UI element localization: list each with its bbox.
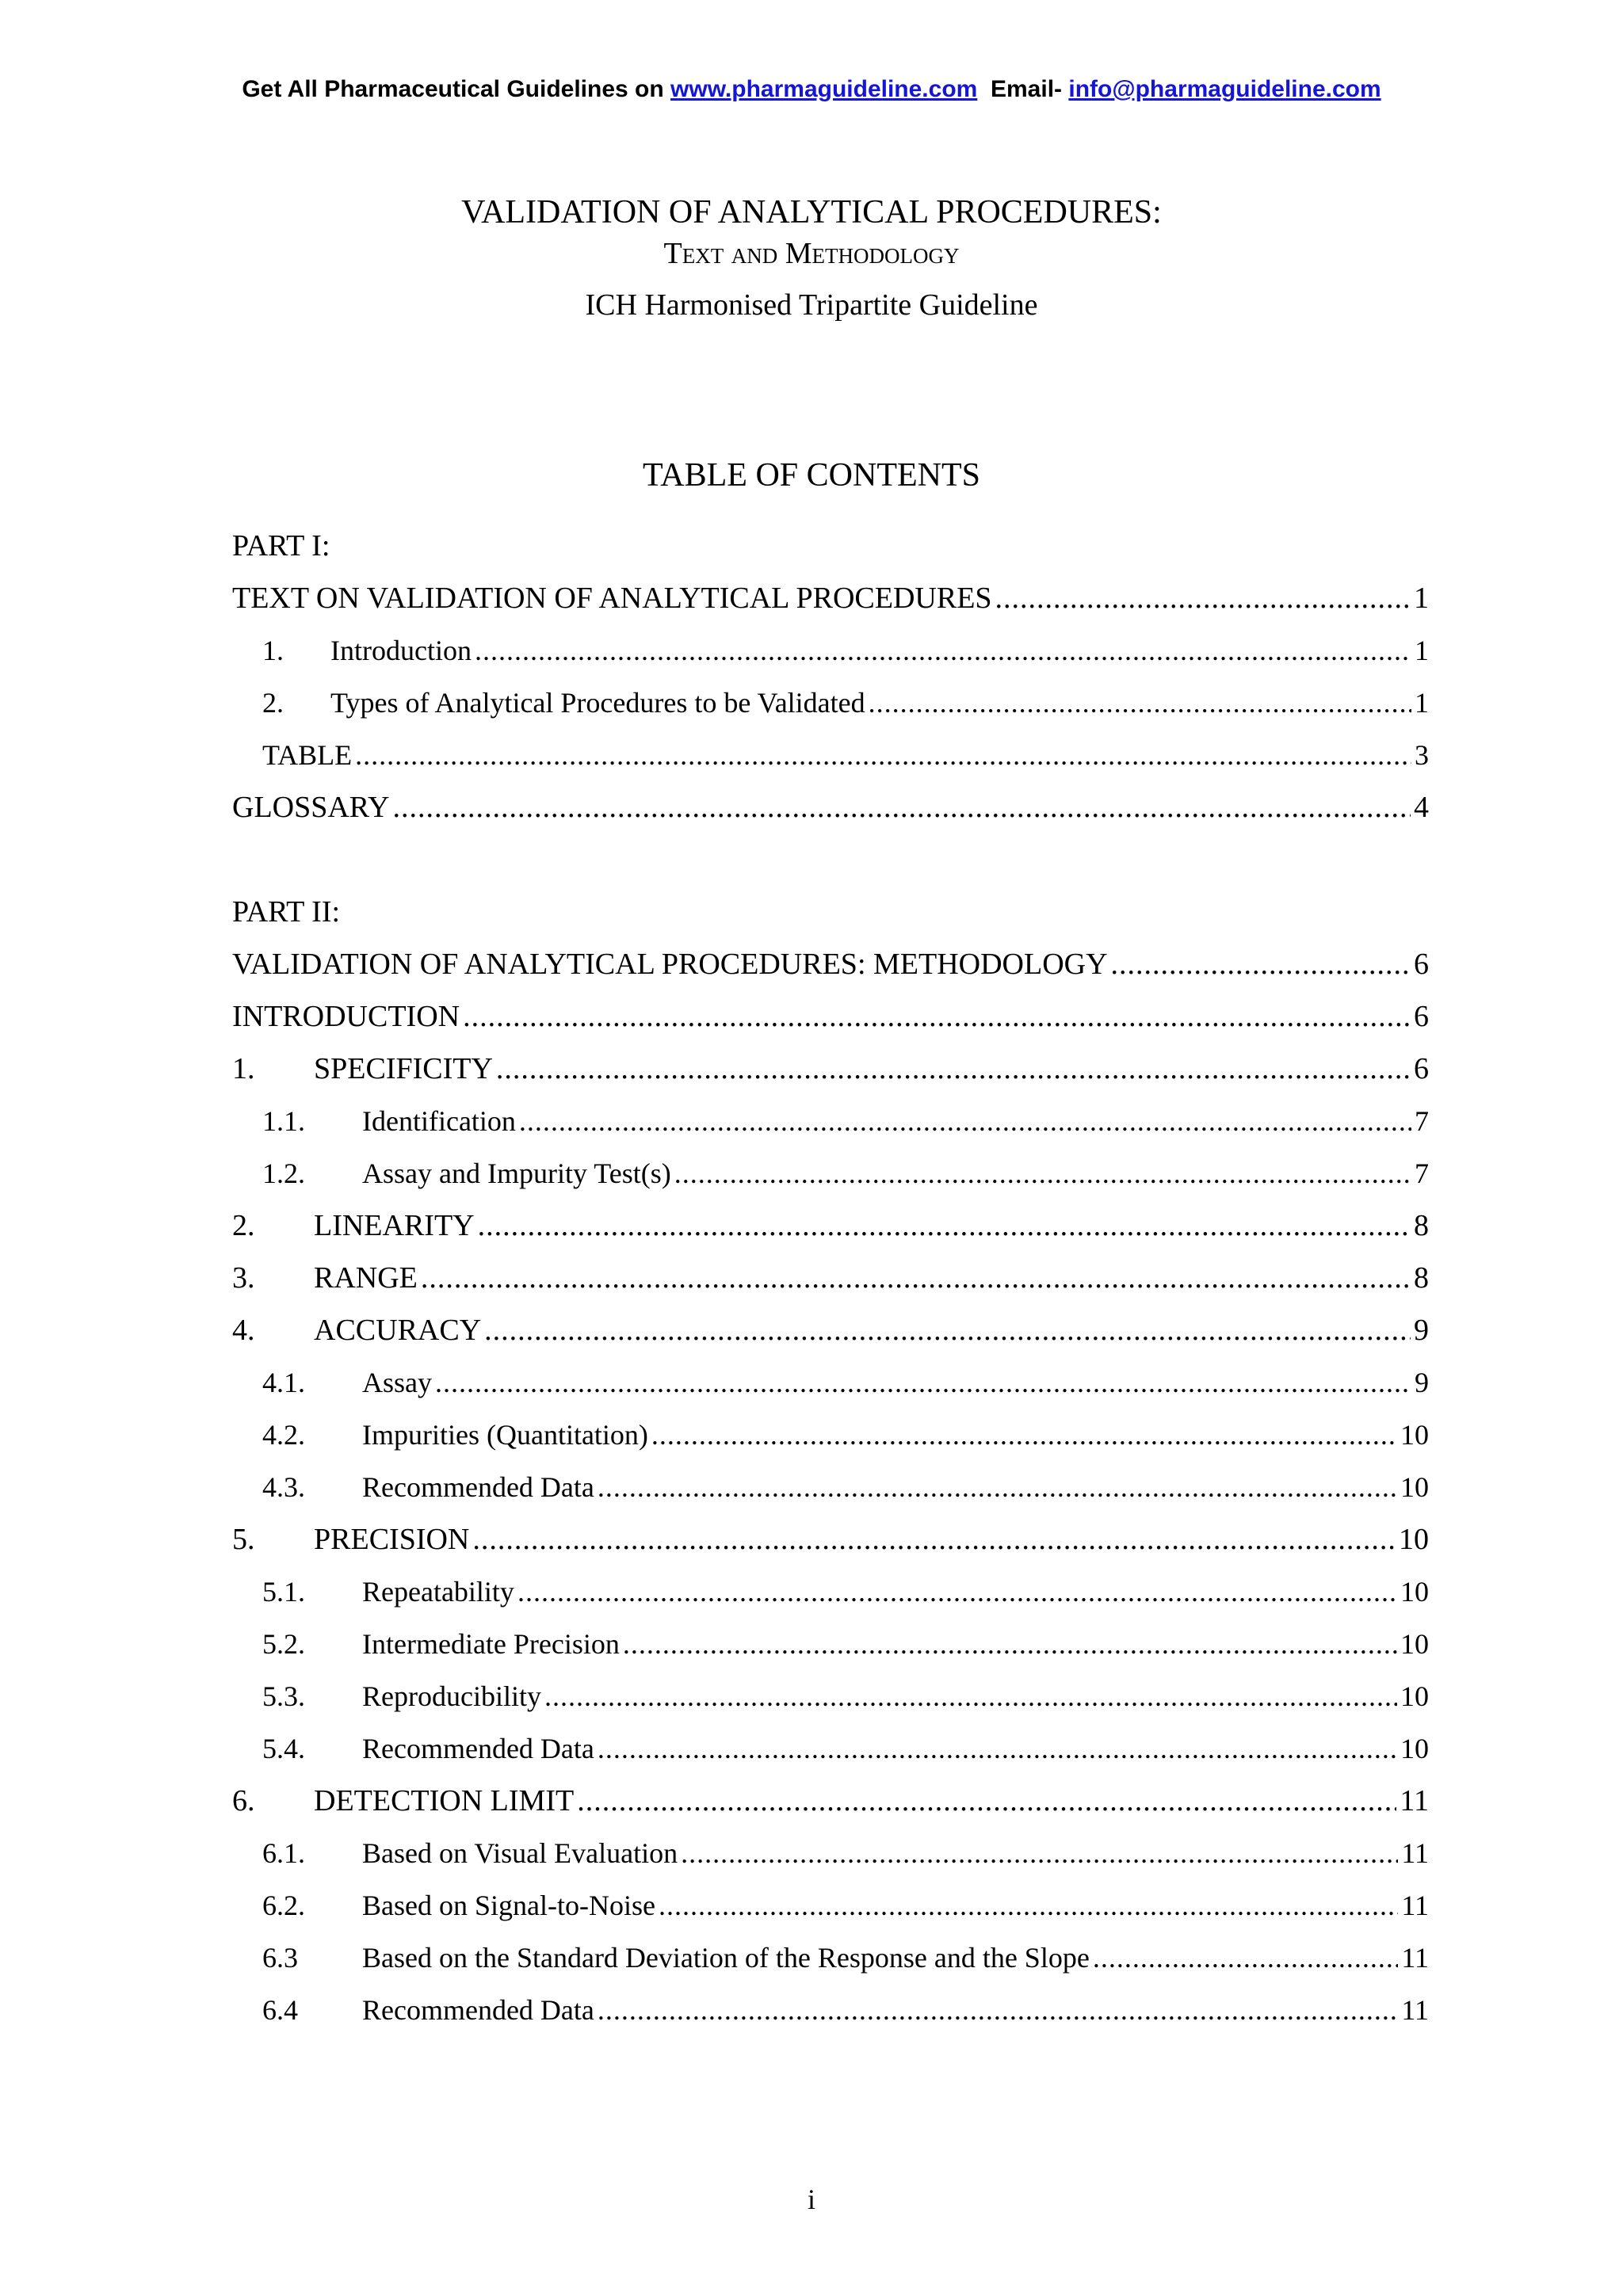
toc-entry-text: Identification xyxy=(362,1105,516,1137)
part1-label: PART I: xyxy=(232,529,330,563)
toc-entry-page: 9 xyxy=(1414,1314,1429,1347)
dot-leader xyxy=(463,997,1411,1036)
toc-entry-page: 10 xyxy=(1400,1471,1429,1503)
part2-label: PART II: xyxy=(232,895,341,929)
toc-entry-text: Recommended Data xyxy=(362,1994,594,2026)
toc-entry-text: Intermediate Precision xyxy=(362,1628,620,1660)
toc-entry[interactable] xyxy=(232,1938,1429,1978)
toc-entry[interactable] xyxy=(232,1520,1429,1559)
toc-entry-number: 4.1. xyxy=(262,1367,305,1398)
dot-leader xyxy=(544,1676,1397,1716)
toc-entry-page: 8 xyxy=(1414,1261,1429,1295)
toc-entry[interactable] xyxy=(232,1101,1429,1141)
toc-entry-page: 8 xyxy=(1414,1209,1429,1242)
toc-entry-number: 6.2. xyxy=(262,1890,305,1921)
toc-entry-page: 11 xyxy=(1401,1837,1429,1869)
toc-entry-text: GLOSSARY xyxy=(232,791,390,824)
toc-entry[interactable] xyxy=(232,631,1429,670)
toc-entry-number: 4.3. xyxy=(262,1471,305,1503)
toc-entry-text: INTRODUCTION xyxy=(232,1000,460,1033)
toc-entry[interactable] xyxy=(232,735,1429,775)
dot-leader xyxy=(681,1833,1398,1873)
toc-entry[interactable] xyxy=(232,1572,1429,1611)
dot-leader xyxy=(421,1258,1411,1298)
toc-entry-text: PRECISION xyxy=(314,1523,470,1556)
dot-leader xyxy=(1111,944,1411,984)
toc-entry-number: 6.3 xyxy=(262,1942,298,1974)
toc-entry-number: 5. xyxy=(232,1523,255,1556)
dot-leader xyxy=(435,1363,1411,1402)
dot-leader xyxy=(623,1624,1397,1664)
toc-heading: TABLE OF CONTENTS xyxy=(643,457,980,494)
toc-entry[interactable] xyxy=(232,944,1429,984)
toc-entry-text: Based on the Standard Deviation of the Response and the Slope xyxy=(362,1942,1090,1974)
toc-entry-page: 11 xyxy=(1401,1994,1429,2026)
toc-entry-text: Assay xyxy=(362,1367,432,1398)
toc-entry-number: 1.1. xyxy=(262,1105,305,1137)
dot-leader xyxy=(484,1310,1411,1350)
toc-entry-page: 1 xyxy=(1414,582,1429,615)
title-line-1: VALIDATION OF ANALYTICAL PROCEDURES: xyxy=(461,194,1162,231)
toc-entry-text: LINEARITY xyxy=(314,1209,475,1242)
dot-leader xyxy=(472,1520,1396,1559)
toc-entry-page: 9 xyxy=(1415,1367,1429,1398)
toc-entry-text: Recommended Data xyxy=(362,1733,594,1764)
toc-entry-number: 5.4. xyxy=(262,1733,305,1764)
toc-entry[interactable] xyxy=(232,1729,1429,1768)
toc-entry[interactable] xyxy=(232,683,1429,723)
toc-entry-text: RANGE xyxy=(314,1261,418,1295)
toc-entry-text: Types of Analytical Procedures to be Validated xyxy=(330,687,865,719)
toc-entry-number: 5.1. xyxy=(262,1576,305,1608)
toc-entry-text: Reproducibility xyxy=(362,1680,541,1712)
toc-entry[interactable] xyxy=(232,997,1429,1036)
toc-entry-number: 1.2. xyxy=(262,1158,305,1189)
site-link[interactable]: www.pharmaguideline.com xyxy=(670,76,978,102)
dot-leader xyxy=(674,1154,1411,1193)
toc-entry-page: 6 xyxy=(1414,1000,1429,1033)
dot-leader xyxy=(869,683,1411,723)
toc-entry-text: Based on Signal-to-Noise xyxy=(362,1890,655,1921)
toc-entry-text: Assay and Impurity Test(s) xyxy=(362,1158,671,1189)
toc-entry-text: Based on Visual Evaluation xyxy=(362,1837,678,1869)
dot-leader xyxy=(651,1415,1397,1455)
toc-entry-page: 10 xyxy=(1400,1733,1429,1764)
toc-entry-text: Introduction xyxy=(330,635,472,666)
toc-entry-number: 2. xyxy=(232,1209,255,1242)
toc-entry[interactable] xyxy=(232,1990,1429,2030)
toc-entry[interactable] xyxy=(232,1363,1429,1402)
toc-entry[interactable] xyxy=(232,1310,1429,1350)
dot-leader xyxy=(517,1572,1397,1611)
toc-entry-text: Impurities (Quantitation) xyxy=(362,1419,648,1451)
toc-entry[interactable] xyxy=(232,578,1429,618)
toc-entry-page: 6 xyxy=(1414,1052,1429,1085)
toc-entry-page: 1 xyxy=(1415,687,1429,719)
toc-entry-page: 1 xyxy=(1415,635,1429,666)
dot-leader xyxy=(393,788,1411,827)
toc-entry[interactable] xyxy=(232,788,1429,827)
toc-entry[interactable] xyxy=(232,1049,1429,1089)
dot-leader xyxy=(519,1101,1411,1141)
toc-entry[interactable] xyxy=(232,1676,1429,1716)
toc-entry-text: ACCURACY xyxy=(314,1314,482,1347)
toc-entry-page: 11 xyxy=(1401,1942,1429,1974)
toc-entry-number: 6.1. xyxy=(262,1837,305,1869)
toc-entry[interactable] xyxy=(232,1258,1429,1298)
toc-entry-text: DETECTION LIMIT xyxy=(314,1784,575,1817)
dot-leader xyxy=(598,1467,1397,1507)
dot-leader xyxy=(355,735,1411,775)
dot-leader xyxy=(475,631,1411,670)
toc-entry[interactable] xyxy=(232,1206,1429,1245)
toc-entry-number: 4. xyxy=(232,1314,255,1347)
toc-entry-number: 5.3. xyxy=(262,1680,305,1712)
dot-leader xyxy=(577,1781,1396,1821)
dot-leader xyxy=(496,1049,1411,1089)
toc-entry[interactable] xyxy=(232,1467,1429,1507)
banner-prefix: Get All Pharmaceutical Guidelines on xyxy=(242,76,664,102)
toc-entry-text: TEXT ON VALIDATION OF ANALYTICAL PROCEDURES xyxy=(232,582,992,615)
toc-entry[interactable] xyxy=(232,1886,1429,1925)
document-title xyxy=(0,190,1623,325)
toc-entry-page: 10 xyxy=(1400,1576,1429,1608)
toc-entry-page: 7 xyxy=(1415,1158,1429,1189)
toc-entry-number: 2. xyxy=(262,687,284,719)
toc-entry-text: TABLE xyxy=(262,739,353,771)
toc-entry-page: 10 xyxy=(1400,1628,1429,1660)
toc-entry-page: 3 xyxy=(1415,739,1429,771)
toc-entry-text: Repeatability xyxy=(362,1576,514,1608)
title-line-3: ICH Harmonised Tripartite Guideline xyxy=(585,288,1038,322)
toc-entry-page: 11 xyxy=(1400,1784,1429,1817)
toc-entry-number: 1. xyxy=(262,635,284,666)
dot-leader xyxy=(478,1206,1411,1245)
toc-entry-page: 10 xyxy=(1400,1419,1429,1451)
email-link[interactable]: info@pharmaguideline.com xyxy=(1068,76,1381,102)
toc-entry-number: 6.4 xyxy=(262,1994,298,2026)
toc-entry-number: 1. xyxy=(232,1052,255,1085)
email-label: Email- xyxy=(991,76,1063,102)
page-number: i xyxy=(807,2183,815,2215)
header-banner xyxy=(0,76,1623,103)
toc-entry-page: 7 xyxy=(1415,1105,1429,1137)
title-line-2: Text and Methodology xyxy=(663,237,960,270)
toc-entry-page: 4 xyxy=(1414,791,1429,824)
dot-leader xyxy=(1093,1938,1399,1978)
toc-entry[interactable] xyxy=(232,1154,1429,1193)
toc-entry-number: 4.2. xyxy=(262,1419,305,1451)
dot-leader xyxy=(995,578,1411,618)
toc-entry-text: VALIDATION OF ANALYTICAL PROCEDURES: METHODOLOGY xyxy=(232,948,1108,981)
toc-entry-number: 3. xyxy=(232,1261,255,1295)
toc-entry-page: 10 xyxy=(1400,1680,1429,1712)
toc-entry[interactable] xyxy=(232,1415,1429,1455)
toc-entry-page: 10 xyxy=(1399,1523,1429,1556)
toc-entry[interactable] xyxy=(232,1624,1429,1664)
toc-entry-number: 6. xyxy=(232,1784,255,1817)
toc-entry-text: SPECIFICITY xyxy=(314,1052,493,1085)
toc-entry-number: 5.2. xyxy=(262,1628,305,1660)
toc-entry[interactable] xyxy=(232,1781,1429,1821)
dot-leader xyxy=(598,1990,1398,2030)
toc-entry-page: 6 xyxy=(1414,948,1429,981)
toc-entry-page: 11 xyxy=(1401,1890,1429,1921)
dot-leader xyxy=(659,1886,1398,1925)
toc-entry-text: Recommended Data xyxy=(362,1471,594,1503)
dot-leader xyxy=(598,1729,1397,1768)
toc-entry[interactable] xyxy=(232,1833,1429,1873)
